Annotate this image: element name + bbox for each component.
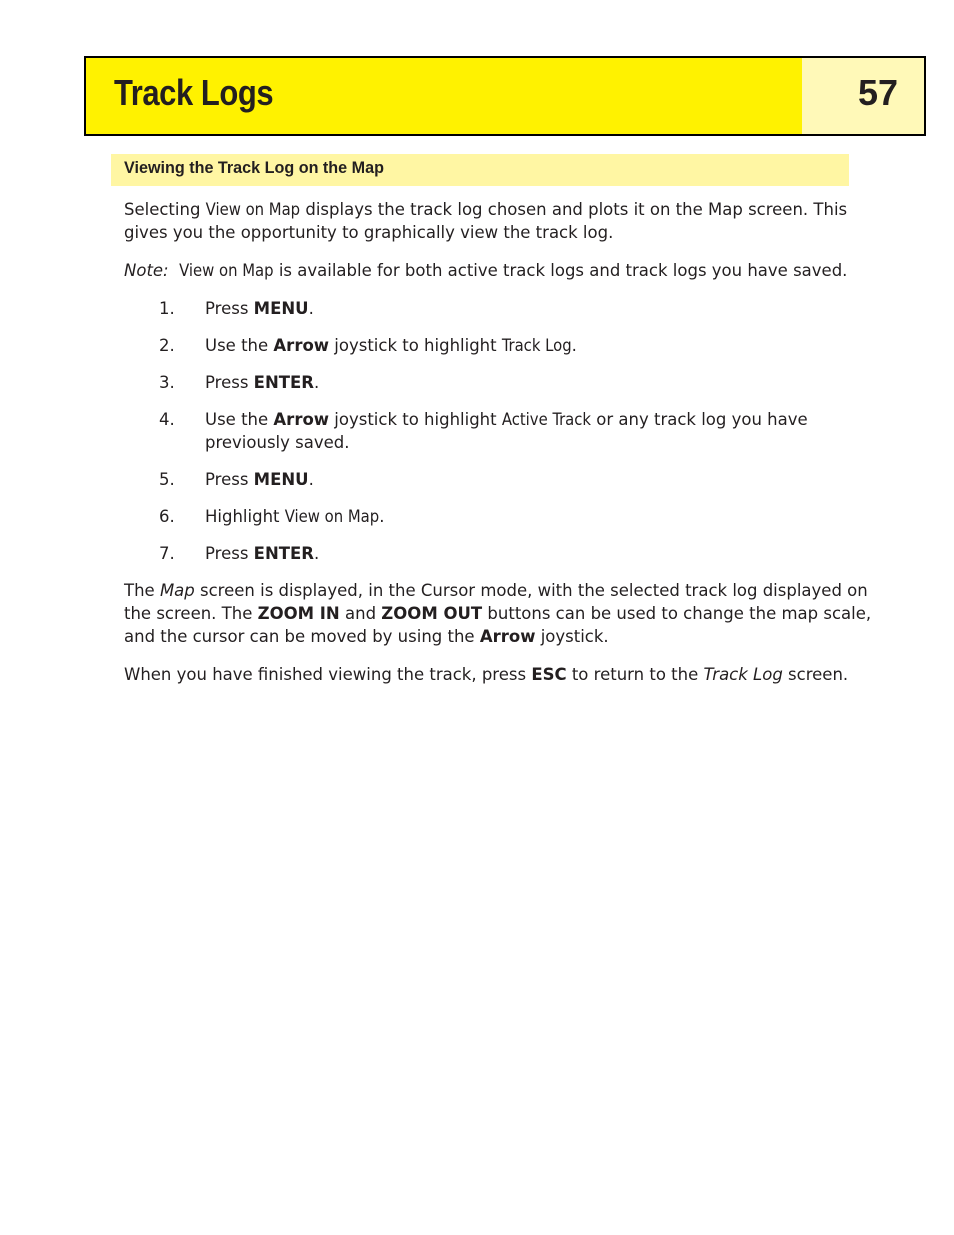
key-name: ZOOM IN — [257, 604, 340, 623]
step-text — [205, 468, 876, 491]
ui-term: View on Map — [205, 200, 301, 219]
step-text — [205, 371, 876, 394]
text: buttons can be used to change the map scale, and the cursor can be moved by using the — [124, 604, 872, 646]
chapter-title: Track Logs — [114, 72, 274, 113]
text: screen is displayed, in the Cursor mode, with the selected track log displayed on the screen. The — [124, 581, 868, 623]
text: screen. — [782, 665, 849, 684]
text: . — [308, 299, 314, 318]
text: When you have finished viewing the track, press — [124, 665, 532, 684]
step-number: 7. — [159, 544, 175, 563]
key-name: Arrow — [273, 336, 330, 355]
step-item — [124, 371, 876, 394]
step-number: 6. — [159, 507, 175, 526]
ui-term: View on Map — [284, 507, 380, 526]
key-name: ENTER — [253, 544, 314, 563]
text: Use the — [205, 410, 274, 429]
step-text — [205, 334, 876, 357]
step-text — [205, 505, 876, 528]
step-item — [124, 408, 876, 454]
step-item — [124, 334, 876, 357]
text: is available for both active track logs and track logs you have saved. — [273, 261, 848, 280]
text: Press — [205, 470, 254, 489]
text: The — [124, 581, 160, 600]
text: and — [339, 604, 382, 623]
ui-term: Track Log — [501, 336, 572, 355]
text: . — [379, 507, 385, 526]
step-number: 1. — [159, 299, 175, 318]
screen-name: Track Log — [703, 665, 783, 684]
step-text — [205, 408, 876, 454]
page-header — [84, 56, 926, 136]
text: Press — [205, 373, 254, 392]
header-title-area — [86, 58, 802, 134]
text: Highlight — [205, 507, 285, 526]
result-paragraph — [124, 579, 876, 648]
key-name: MENU — [253, 299, 309, 318]
key-name: ZOOM OUT — [381, 604, 483, 623]
text: Press — [205, 544, 254, 563]
step-item — [124, 542, 876, 565]
step-item — [124, 468, 876, 491]
ui-term: Active Track — [501, 410, 592, 429]
key-name: ESC — [531, 665, 567, 684]
text: . — [571, 336, 577, 355]
step-item — [124, 505, 876, 528]
text: joystick. — [535, 627, 609, 646]
text: . — [313, 373, 320, 392]
text: joystick to highlight — [329, 336, 502, 355]
steps-list — [124, 297, 876, 565]
text: to return to the — [566, 665, 704, 684]
step-number: 4. — [159, 410, 175, 429]
note-paragraph — [124, 259, 876, 282]
ui-term: View on Map — [179, 261, 274, 280]
step-text — [205, 542, 876, 565]
page-number: 57 — [857, 72, 898, 113]
step-number: 2. — [159, 336, 175, 355]
finish-paragraph — [124, 663, 876, 686]
screen-name: Map — [159, 581, 195, 600]
note-label: Note: — [124, 261, 169, 280]
key-name: ENTER — [253, 373, 314, 392]
step-number: 5. — [159, 470, 175, 489]
text: Selecting — [124, 200, 206, 219]
text: or any track log you have previously saved. — [205, 410, 808, 452]
key-name: Arrow — [273, 410, 330, 429]
text: . — [308, 470, 314, 489]
key-name: MENU — [253, 470, 309, 489]
text: displays the track log chosen and plots it on the Map screen. This gives you the opportunity to graphically view the track log. — [124, 200, 848, 242]
section-heading-bar — [111, 154, 849, 186]
intro-paragraph — [124, 198, 876, 244]
text: Press — [205, 299, 254, 318]
header-page-area — [802, 58, 924, 134]
key-name: Arrow — [479, 627, 536, 646]
text: Use the — [205, 336, 274, 355]
step-text — [205, 297, 876, 320]
step-number: 3. — [159, 373, 175, 392]
section-title: Viewing the Track Log on the Map — [124, 158, 384, 177]
text: . — [313, 544, 320, 563]
step-item — [124, 297, 876, 320]
body-content — [124, 198, 876, 701]
text: joystick to highlight — [329, 410, 502, 429]
